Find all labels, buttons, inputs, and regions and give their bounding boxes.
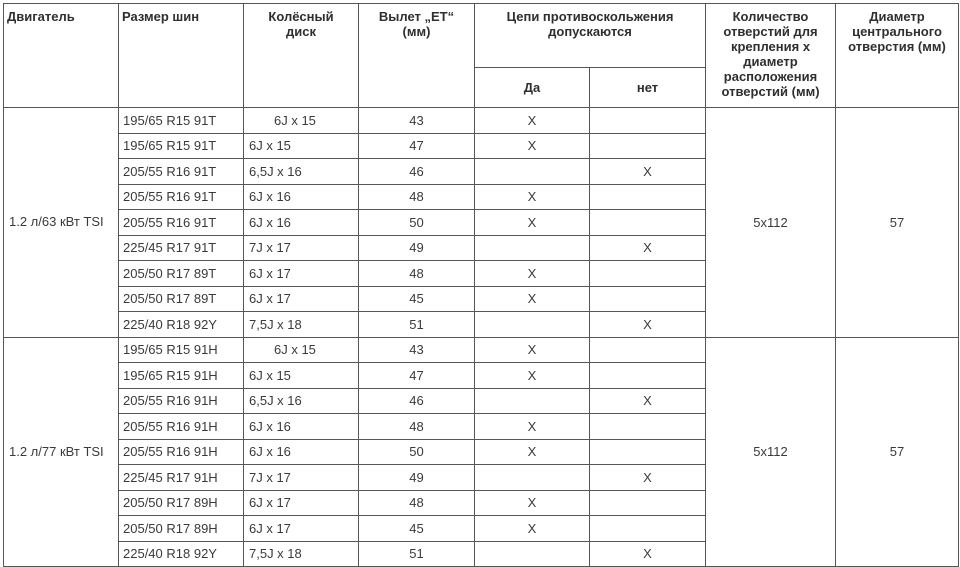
chains-yes-cell: X	[475, 261, 590, 287]
chains-no-cell	[590, 108, 706, 134]
offset-cell: 46	[359, 388, 475, 414]
center-bore-cell: 57	[836, 337, 959, 567]
offset-cell: 46	[359, 159, 475, 185]
chains-yes-cell: X	[475, 133, 590, 159]
tire-size-cell: 225/40 R18 92Y	[119, 541, 244, 567]
header-chains-text: Цепи противоскольжения допускаются	[506, 9, 674, 39]
rim-cell: 6J x 17	[244, 490, 359, 516]
tire-size-cell: 205/55 R16 91T	[119, 184, 244, 210]
table-row	[4, 108, 959, 134]
offset-cell: 43	[359, 108, 475, 134]
rim-cell: 6J x 17	[244, 261, 359, 287]
chains-yes-cell	[475, 541, 590, 567]
bolt-pattern-cell: 5x112	[706, 108, 836, 338]
offset-cell: 43	[359, 337, 475, 363]
tire-specs-table	[3, 3, 959, 567]
table-body	[4, 108, 959, 567]
offset-cell: 47	[359, 363, 475, 389]
chains-no-cell	[590, 210, 706, 236]
tire-size-cell: 225/45 R17 91H	[119, 465, 244, 491]
table-row	[4, 337, 959, 363]
chains-no-cell	[590, 184, 706, 210]
tire-size-cell: 195/65 R15 91T	[119, 133, 244, 159]
tire-size-cell: 205/55 R16 91H	[119, 388, 244, 414]
tire-size-cell: 195/65 R15 91T	[119, 108, 244, 134]
rim-cell: 6J x 15	[244, 133, 359, 159]
rim-cell: 6J x 15	[244, 363, 359, 389]
rim-cell: 6J x 16	[244, 210, 359, 236]
rim-cell: 6,5J x 16	[244, 159, 359, 185]
engine-cell	[4, 108, 119, 338]
chains-yes-cell	[475, 312, 590, 338]
chains-yes-cell	[475, 159, 590, 185]
rim-cell: 6J x 16	[244, 414, 359, 440]
chains-no-cell: X	[590, 235, 706, 261]
header-rim	[244, 4, 359, 108]
chains-yes-cell: X	[475, 337, 590, 363]
chains-no-cell: X	[590, 541, 706, 567]
offset-cell: 51	[359, 312, 475, 338]
offset-cell: 48	[359, 414, 475, 440]
chains-yes-cell	[475, 388, 590, 414]
chains-no-cell: X	[590, 159, 706, 185]
chains-yes-cell: X	[475, 490, 590, 516]
offset-cell: 45	[359, 286, 475, 312]
chains-yes-cell	[475, 235, 590, 261]
rim-cell: 6J x 17	[244, 516, 359, 542]
header-chains	[475, 4, 706, 68]
tire-size-cell: 205/50 R17 89T	[119, 261, 244, 287]
center-bore-cell: 57	[836, 108, 959, 338]
header-bolt-pattern: Количество отверстий для крепления х диаметр расположения отверстий (мм)	[706, 4, 836, 108]
offset-cell: 49	[359, 235, 475, 261]
tire-size-cell: 225/40 R18 92Y	[119, 312, 244, 338]
tire-size-cell: 205/55 R16 91H	[119, 414, 244, 440]
header-row	[4, 4, 959, 68]
header-chains-yes: Да	[475, 68, 590, 108]
chains-yes-cell: X	[475, 363, 590, 389]
offset-cell: 50	[359, 210, 475, 236]
engine-label: 1.2 л/77 кВт TSI	[9, 443, 104, 459]
chains-yes-cell: X	[475, 108, 590, 134]
rim-cell: 6J x 16	[244, 439, 359, 465]
rim-cell: 7,5J x 18	[244, 541, 359, 567]
chains-no-cell: X	[590, 465, 706, 491]
chains-no-cell	[590, 286, 706, 312]
tire-size-cell: 205/55 R16 91H	[119, 439, 244, 465]
chains-yes-cell	[475, 465, 590, 491]
chains-yes-cell: X	[475, 439, 590, 465]
chains-yes-cell: X	[475, 516, 590, 542]
rim-cell: 6J x 16	[244, 184, 359, 210]
header-tire-size: Размер шин	[119, 4, 244, 108]
offset-cell: 48	[359, 184, 475, 210]
tire-size-cell: 195/65 R15 91H	[119, 363, 244, 389]
tire-size-cell: 205/50 R17 89T	[119, 286, 244, 312]
engine-label: 1.2 л/63 кВт TSI	[9, 214, 104, 230]
chains-no-cell	[590, 439, 706, 465]
offset-cell: 45	[359, 516, 475, 542]
header-engine: Двигатель	[4, 4, 119, 108]
offset-cell: 51	[359, 541, 475, 567]
rim-cell: 6J x 15	[244, 108, 359, 134]
header-rim-text: Колёсный диск	[268, 9, 334, 39]
offset-cell: 50	[359, 439, 475, 465]
rim-cell: 7,5J x 18	[244, 312, 359, 338]
tire-size-cell: 205/55 R16 91T	[119, 159, 244, 185]
tire-size-cell: 205/50 R17 89H	[119, 516, 244, 542]
chains-yes-cell: X	[475, 286, 590, 312]
offset-cell: 48	[359, 261, 475, 287]
rim-cell: 6,5J x 16	[244, 388, 359, 414]
chains-no-cell	[590, 261, 706, 287]
tire-size-cell: 225/45 R17 91T	[119, 235, 244, 261]
chains-no-cell	[590, 490, 706, 516]
chains-no-cell	[590, 414, 706, 440]
chains-yes-cell: X	[475, 414, 590, 440]
chains-no-cell	[590, 337, 706, 363]
header-offset	[359, 4, 475, 108]
tire-size-cell: 205/55 R16 91T	[119, 210, 244, 236]
offset-cell: 48	[359, 490, 475, 516]
chains-yes-cell: X	[475, 184, 590, 210]
rim-cell: 6J x 17	[244, 286, 359, 312]
offset-cell: 47	[359, 133, 475, 159]
offset-cell: 49	[359, 465, 475, 491]
tire-size-cell: 195/65 R15 91H	[119, 337, 244, 363]
chains-no-cell	[590, 133, 706, 159]
rim-cell: 6J x 15	[244, 337, 359, 363]
bolt-pattern-cell: 5x112	[706, 337, 836, 567]
chains-no-cell	[590, 516, 706, 542]
header-offset-text: Вылет „ET“ (мм)	[378, 9, 455, 39]
engine-cell	[4, 337, 119, 567]
chains-no-cell: X	[590, 312, 706, 338]
chains-yes-cell: X	[475, 210, 590, 236]
header-center-bore: Диаметр центрального отверстия (мм)	[836, 4, 959, 108]
chains-no-cell	[590, 363, 706, 389]
header-chains-no: нет	[590, 68, 706, 108]
rim-cell: 7J x 17	[244, 235, 359, 261]
rim-cell: 7J x 17	[244, 465, 359, 491]
tire-size-cell: 205/50 R17 89H	[119, 490, 244, 516]
chains-no-cell: X	[590, 388, 706, 414]
